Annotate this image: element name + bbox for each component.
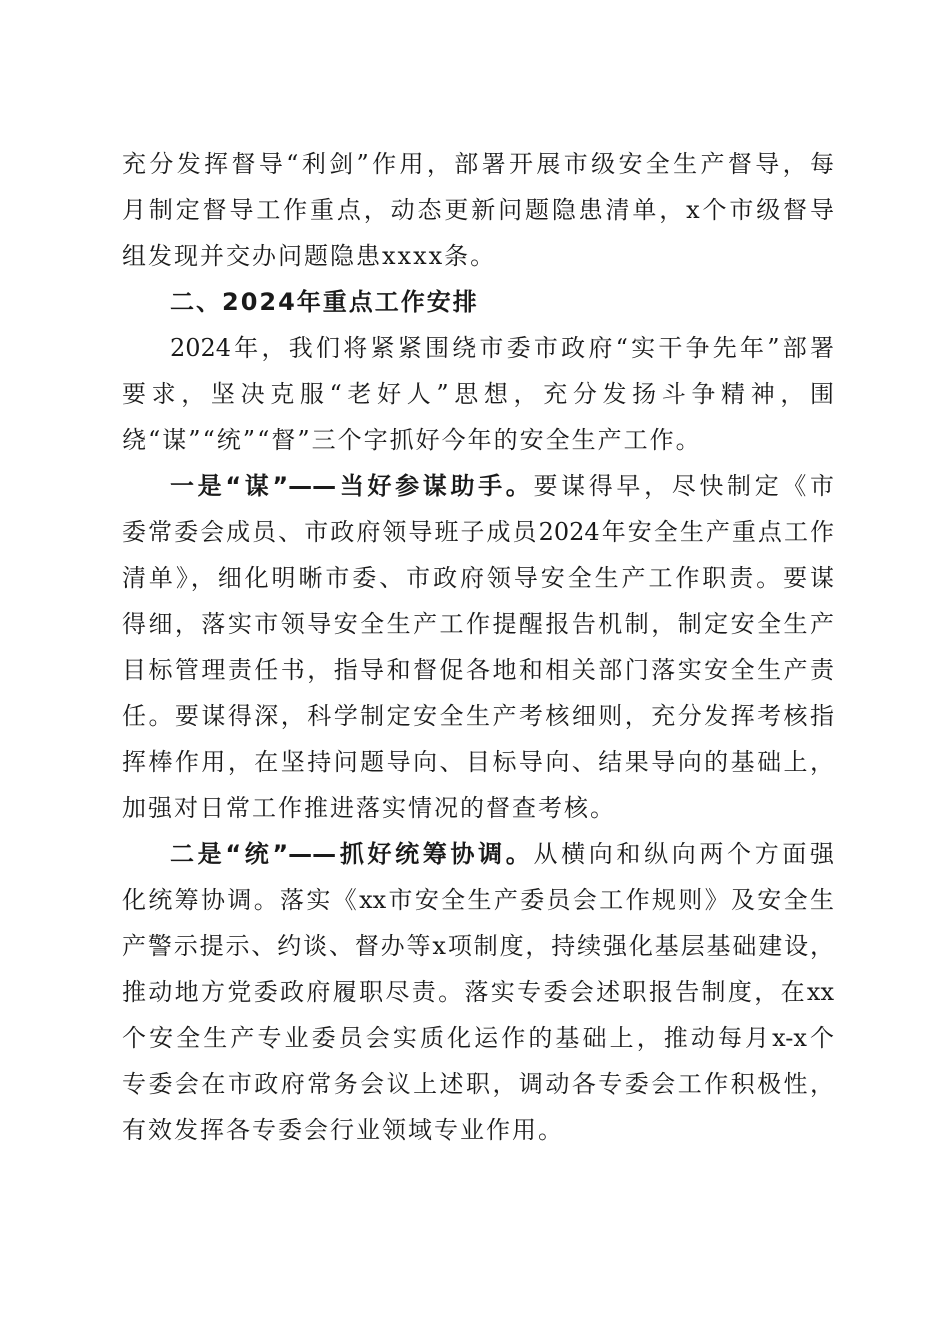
mou-line-6: 任。要谋得深，科学制定安全生产考核细则，充分发挥考核指 <box>122 702 834 730</box>
intro-line-1: 充分发挥督导“利剑”作用，部署开展市级安全生产督导，每 <box>122 150 834 178</box>
tong-line-6: 专委会在市政府常务会议上述职，调动各专委会工作积极性， <box>122 1070 834 1098</box>
section-heading: 二、2024年重点工作安排 <box>170 288 479 316</box>
tong-line-7: 有效发挥各专委会行业领域专业作用。 <box>122 1116 564 1144</box>
tong-line-5: 个安全生产专业委员会实质化运作的基础上，推动每月x-x个 <box>122 1024 834 1052</box>
overview-line-2: 要求，坚决克服“老好人”思想，充分发扬斗争精神，围 <box>122 380 834 408</box>
tong-line-2: 化统筹协调。落实《xx市安全生产委员会工作规则》及安全生 <box>122 886 834 914</box>
mou-line-3: 清单》，细化明晰市委、市政府领导安全生产工作职责。要谋 <box>122 564 834 592</box>
mou-first-rest: 要谋得早，尽快制定《市 <box>533 472 835 500</box>
tong-line-3: 产警示提示、约谈、督办等x项制度，持续强化基层基础建设， <box>122 932 834 960</box>
tong-line-4: 推动地方党委政府履职尽责。落实专委会述职报告制度，在xx <box>122 978 834 1006</box>
intro-line-2: 月制定督导工作重点，动态更新问题隐患清单，x个市级督导 <box>122 196 834 224</box>
tong-lead: 二是“统”——抓好统筹协调。 <box>170 840 534 868</box>
mou-line-7: 挥棒作用，在坚持问题导向、目标导向、结果导向的基础上， <box>122 748 834 776</box>
tong-line-1 <box>170 831 834 877</box>
mou-line-8: 加强对日常工作推进落实情况的督查考核。 <box>122 794 616 822</box>
mou-line-4: 得细，落实市领导安全生产工作提醒报告机制，制定安全生产 <box>122 610 834 638</box>
mou-line-1 <box>170 463 834 509</box>
mou-line-5: 目标管理责任书，指导和督促各地和相关部门落实安全生产责 <box>122 656 834 684</box>
overview-line-3: 绕“谋”“统”“督”三个字抓好今年的安全生产工作。 <box>122 426 702 454</box>
mou-lead: 一是“谋”——当好参谋助手。 <box>170 472 534 500</box>
tong-first-rest: 从横向和纵向两个方面强 <box>533 840 835 868</box>
intro-line-3: 组发现并交办问题隐患xxxx条。 <box>122 242 497 270</box>
overview-line-1: 2024年，我们将紧紧围绕市委市政府“实干争先年”部署 <box>170 334 834 362</box>
mou-line-2: 委常委会成员、市政府领导班子成员2024年安全生产重点工作 <box>122 518 834 546</box>
